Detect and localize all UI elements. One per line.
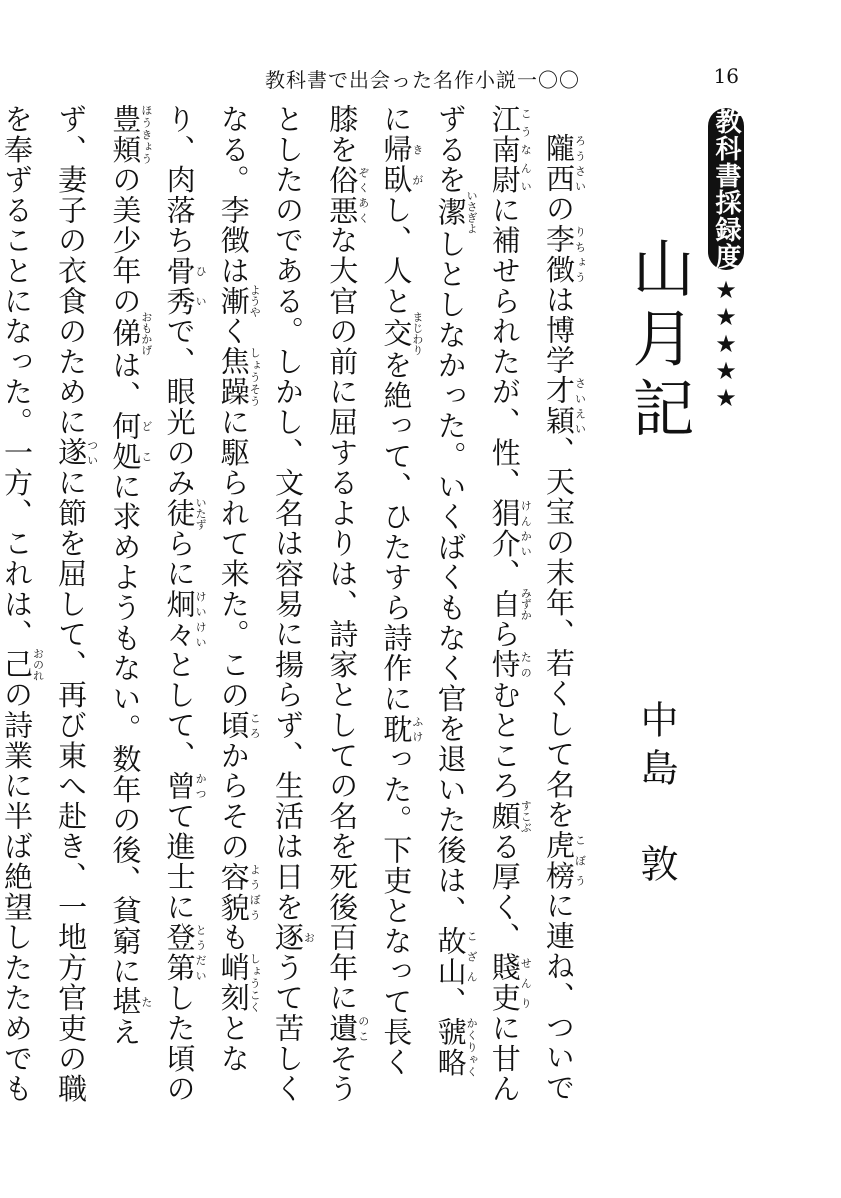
- ruby-text: 頗すこぶ: [487, 799, 533, 833]
- body-paragraph: 隴西ろうさいの李徴りちょうは博学才穎さいえい、天宝の末年、若くして名を虎榜こぼうに連ね、ついで江南尉こうなんいに補せられたが、性、狷介けんかい、自みずから恃たのむところ頗すこぶる厚く、賤吏せんりに甘んずるを潔いさぎよしとしなかった。いくばくもなく官を退いた後は、故山こざん、虢略かくりゃくに帰臥きがし、人と交まじわりを絶って、ひたすら詩作に耽ふけった。下吏となって長く膝を俗悪ぞくあくな大官の前に屈するよりは、詩家としての名を死後百年に遺のこそうとしたのである。しかし、文名は容易に揚らず、生活は日を逐おうて苦しくなる。李徴は漸ようやく焦躁しょうそうに駆られて来た。この頃ころからその容貌ようぼうも峭刻しょうこくとなり、肉落ち骨秀ひいで、眼光のみ徒いたずらに炯々けいけいとして、曾かつて進士に登第とうだいした頃の豊頬ほうきょうの美少年の俤おもかげは、何処どこに求めようもない。数年の後、貧窮に堪たえず、妻子の衣食のために遂ついに節を屈して、再び東へ赴き、一地方官吏の職を奉ずることになった。一方、これは、己おのれの詩業に半ば絶望したためでも: [0, 104, 587, 1104]
- ruby-text: 帰臥きが: [379, 134, 424, 195]
- ruby-text: 頃ころ: [216, 710, 262, 741]
- ruby-text: 故山こざん: [433, 925, 479, 987]
- ruby-text: 堪た: [108, 986, 153, 1017]
- ruby-text: 何処どこ: [108, 410, 153, 472]
- ruby-text: 俗悪ぞくあく: [325, 164, 370, 226]
- ruby-text: 賤吏せんり: [487, 952, 533, 1014]
- author-name: 中島 敦: [634, 700, 678, 892]
- ruby-text: 自みずか: [487, 587, 533, 621]
- ruby-text: 交まじわり: [379, 311, 424, 356]
- ruby-text: 炯々けいけい: [162, 588, 208, 650]
- ruby-text: 遂つい: [54, 437, 99, 468]
- ruby-text: 豊頬ほうきょう: [108, 104, 153, 165]
- ruby-text: 虢略かくりゃく: [433, 1016, 479, 1078]
- ruby-text: 耽ふけ: [379, 713, 424, 745]
- ruby-text: 俤おもかげ: [108, 311, 153, 356]
- ruby-text: 隴西ろうさい: [542, 133, 587, 194]
- ruby-text: 江南尉こうなんい: [487, 104, 533, 195]
- page-number: 16: [713, 64, 739, 88]
- ruby-text: 骨秀ひい: [162, 255, 208, 317]
- ruby-text: 逐お: [270, 922, 316, 953]
- ruby-text: 遺のこ: [325, 1013, 370, 1044]
- rating-stars: ★★★★★: [712, 276, 740, 411]
- ruby-text: 恃たの: [487, 649, 533, 680]
- ruby-text: 己おのれ: [0, 648, 45, 682]
- ruby-text: 漸ようや: [216, 284, 262, 318]
- ruby-text: 焦躁しょうそう: [216, 346, 262, 408]
- textbook-adoption-badge: 教科書採録度: [708, 108, 744, 270]
- ruby-text: 登第とうだい: [162, 922, 208, 983]
- ruby-text: 潔いさぎよ: [433, 189, 479, 234]
- ruby-text: 徒いたず: [162, 496, 208, 530]
- ruby-text: 李徴りちょう: [542, 223, 587, 285]
- ruby-text: 容貌ようぼう: [216, 861, 262, 923]
- ruby-text: 才穎さいえい: [542, 375, 587, 437]
- ruby-text: 曾かつ: [162, 770, 208, 801]
- book-title: 教科書で出会った名作小説一〇〇: [265, 68, 580, 92]
- story-title: 山月記: [622, 236, 695, 446]
- ruby-text: 峭刻しょうこく: [216, 952, 262, 1014]
- ruby-text: 狷介けんかい: [487, 497, 533, 559]
- ruby-text: 虎榜こぼう: [542, 829, 587, 891]
- story-body: [0, 104, 587, 1104]
